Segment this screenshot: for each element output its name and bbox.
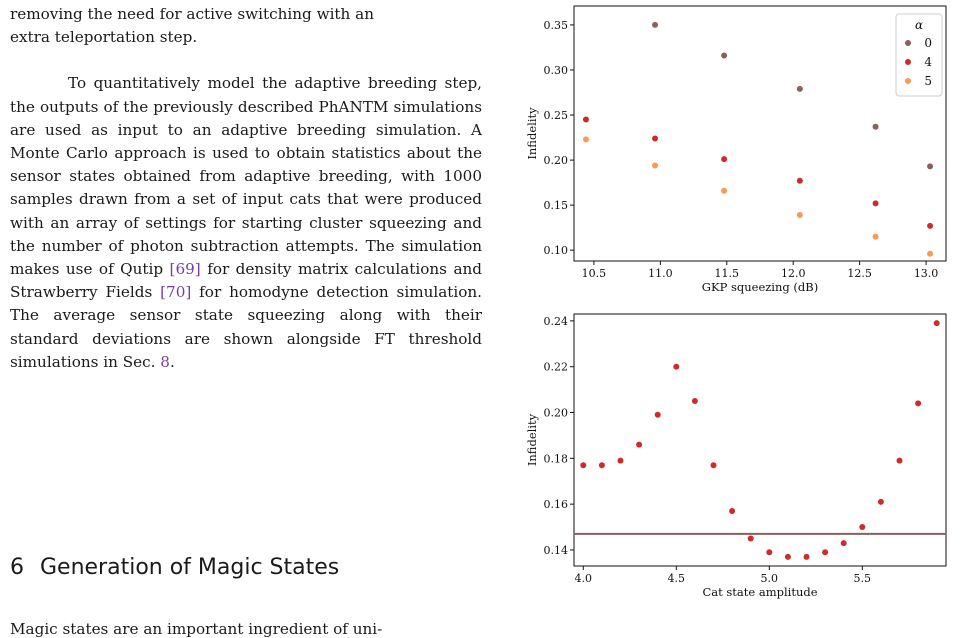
legend-label-0: 0 [924, 36, 932, 50]
plot-frame [574, 314, 946, 566]
data-point [748, 536, 754, 542]
y-tick-label: 0.35 [543, 18, 568, 32]
paragraph-adaptive-breeding: To quantitatively model the adaptive breeding step, the outputs of the previously described PhANTM simulations are used as input to an adaptive breeding simulation. A Monte Carlo approach is used to obtain statistics about the sensor states obtained from adaptive breeding, with 1000 samples drawn from a set of input cats that were produced with an array of settings for starting cluster squeezing and the number of photon subtraction attempts. The simulation makes use of Qutip [69] for density matrix calculations and Strawberry Fields [70] for homodyne detection simulation. The average sensor state squeezing along with their standard deviations are shown alongside FT threshold simulations in Sec. 8. [10, 74, 482, 371]
y-tick-label: 0.30 [543, 63, 568, 77]
text-line: removing the need for active switching with an [10, 5, 374, 23]
data-point [766, 549, 772, 555]
y-tick-label: 0.20 [543, 406, 568, 420]
x-tick-label: 12.5 [847, 267, 872, 280]
y-tick-label: 0.22 [543, 360, 568, 374]
x-tick-label: 4.0 [574, 572, 593, 585]
data-point [804, 554, 810, 560]
x-axis-title: GKP squeezing (dB) [701, 280, 819, 294]
x-tick-label: 12.0 [780, 267, 806, 280]
y-tick-label: 0.24 [543, 314, 568, 328]
x-tick-label: 13.0 [913, 267, 939, 280]
data-point [692, 398, 698, 404]
y-axis-title: Infidelity [525, 107, 539, 160]
data-point [897, 458, 903, 464]
citation-link[interactable]: [70] [160, 283, 192, 302]
x-tick-label: 5.0 [760, 572, 779, 585]
x-tick-label: 5.5 [853, 572, 872, 585]
section-reference-link[interactable]: 8 [160, 352, 170, 371]
data-point [655, 412, 661, 418]
legend-label-5: 5 [924, 74, 932, 88]
data-point [673, 364, 679, 370]
next-paragraph-text: Magic states are an important ingredient of uni- [10, 620, 383, 638]
y-tick-label: 0.15 [543, 199, 568, 213]
x-tick-label: 11.0 [648, 267, 673, 280]
data-point [599, 462, 605, 468]
x-tick-label: 11.5 [714, 267, 740, 280]
data-point [711, 462, 717, 468]
y-tick-label: 0.16 [543, 498, 568, 512]
y-tick-label: 0.10 [543, 244, 568, 258]
y-tick-label: 0.25 [543, 109, 568, 123]
legend-title: α [914, 18, 924, 32]
data-point [878, 499, 884, 505]
data-point [822, 549, 828, 555]
y-tick-label: 0.14 [543, 543, 568, 557]
data-point [859, 524, 865, 530]
x-tick-label: 4.5 [667, 572, 686, 585]
x-axis-title: Cat state amplitude [702, 585, 818, 599]
data-point [618, 458, 624, 464]
y-tick-label: 0.20 [543, 154, 568, 168]
section-number: 6 [10, 555, 24, 580]
section-title: Generation of Magic States [40, 555, 340, 580]
data-point [915, 400, 921, 406]
data-point [729, 508, 735, 514]
data-point [580, 462, 586, 468]
data-point [636, 442, 642, 448]
citation-link[interactable]: [69] [169, 260, 201, 279]
x-tick-label: 10.5 [581, 267, 607, 280]
y-tick-label: 0.18 [543, 452, 568, 466]
data-point [841, 540, 847, 546]
data-point [785, 554, 791, 560]
text-line: extra teleportation step. [10, 28, 198, 47]
data-point [934, 320, 940, 326]
legend-label-4: 4 [924, 55, 932, 69]
y-axis-title: Infidelity [525, 413, 539, 467]
